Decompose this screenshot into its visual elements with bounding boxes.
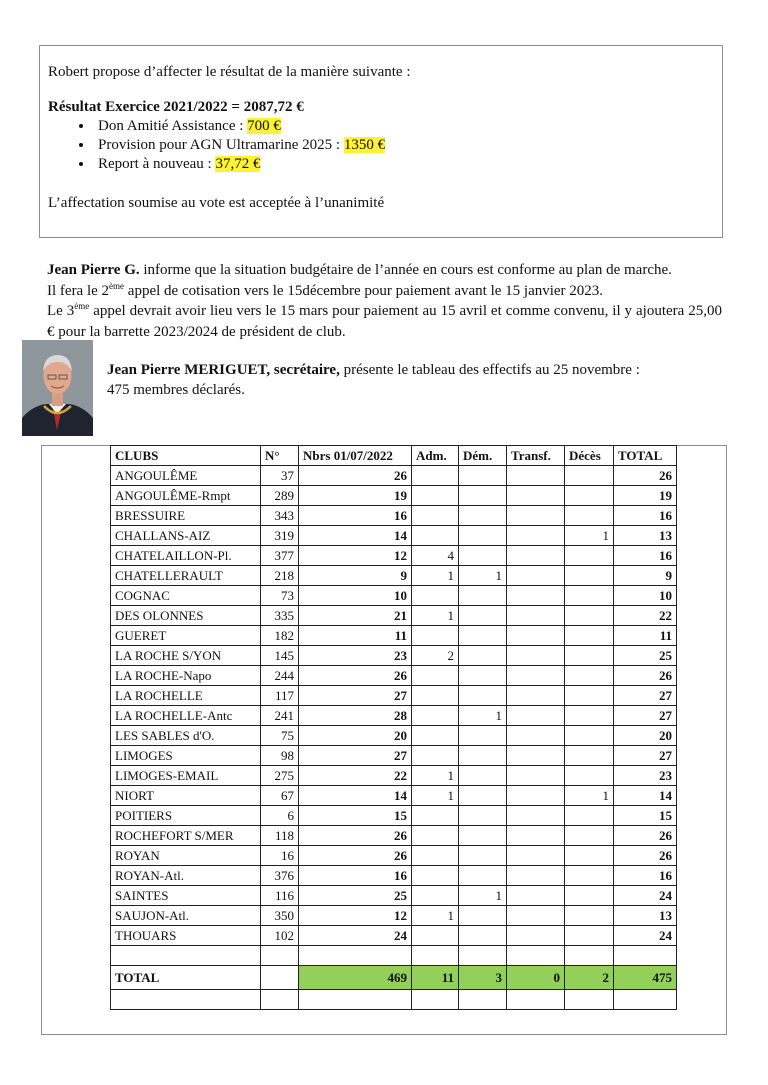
table-cell: 13 [614, 906, 677, 926]
club-name-cell: LA ROCHE-Napo [111, 666, 261, 686]
total-cell: 3 [459, 966, 507, 990]
table-cell [507, 486, 565, 506]
table-cell [459, 866, 507, 886]
table-cell: 26 [614, 846, 677, 866]
table-cell: 4 [412, 546, 459, 566]
table-cell: 16 [614, 546, 677, 566]
table-cell [412, 686, 459, 706]
total-cell [261, 966, 299, 990]
table-row [111, 866, 677, 886]
table-cell: 24 [614, 886, 677, 906]
table-cell: 75 [261, 726, 299, 746]
table-cell [459, 646, 507, 666]
table-cell [565, 946, 614, 966]
table-cell: 1 [412, 766, 459, 786]
table-row [111, 746, 677, 766]
table-cell [412, 866, 459, 886]
table-cell: 26 [299, 666, 412, 686]
table-cell: 14 [299, 526, 412, 546]
total-cell: 2 [565, 966, 614, 990]
table-cell: 377 [261, 546, 299, 566]
table-cell: 27 [299, 746, 412, 766]
table-cell [412, 726, 459, 746]
club-name-cell: COGNAC [111, 586, 261, 606]
table-row [111, 766, 677, 786]
table-cell [507, 566, 565, 586]
header-cell: TOTAL [614, 446, 677, 466]
table-row [111, 626, 677, 646]
table-cell [412, 706, 459, 726]
table-cell [412, 806, 459, 826]
table-cell [614, 990, 677, 1010]
table-cell: 21 [299, 606, 412, 626]
table-cell: 26 [299, 466, 412, 486]
table-cell [507, 926, 565, 946]
club-name-cell: ANGOULÊME [111, 466, 261, 486]
table-header-row [111, 446, 677, 466]
club-name-cell: SAINTES [111, 886, 261, 906]
total-row [111, 966, 677, 990]
club-name-cell: LIMOGES-EMAIL [111, 766, 261, 786]
table-cell [459, 606, 507, 626]
allocation-list [48, 117, 714, 174]
table-cell: 23 [299, 646, 412, 666]
table-row [111, 926, 677, 946]
club-name-cell: LA ROCHE S/YON [111, 646, 261, 666]
table-cell: 26 [614, 666, 677, 686]
table-cell [565, 886, 614, 906]
table-cell [459, 926, 507, 946]
table-cell: 20 [299, 726, 412, 746]
table-cell: 14 [614, 786, 677, 806]
table-cell [459, 686, 507, 706]
table-cell: 15 [614, 806, 677, 826]
table-cell [412, 926, 459, 946]
table-row [111, 726, 677, 746]
table-cell: 289 [261, 486, 299, 506]
table-cell [459, 486, 507, 506]
table-cell [412, 946, 459, 966]
table-cell [412, 990, 459, 1010]
table-row [111, 706, 677, 726]
table-cell: 1 [459, 706, 507, 726]
table-cell [412, 846, 459, 866]
table-cell: 11 [299, 626, 412, 646]
table-cell: 27 [299, 686, 412, 706]
table-cell [507, 886, 565, 906]
total-label-cell: TOTAL [111, 966, 261, 990]
table-cell: 22 [614, 606, 677, 626]
club-name-cell: CHATELAILLON-Pl. [111, 546, 261, 566]
budget-intro: Robert propose d’affecter le résultat de la manière suivante : [48, 64, 411, 80]
table-cell: 1 [412, 566, 459, 586]
table-cell [412, 486, 459, 506]
table-cell [565, 666, 614, 686]
list-item: • Report à nouveau : 37,72 € [94, 155, 714, 174]
table-cell [565, 806, 614, 826]
table-cell [459, 666, 507, 686]
table-cell [412, 506, 459, 526]
table-cell [459, 626, 507, 646]
table-cell: 16 [261, 846, 299, 866]
table-cell: 25 [614, 646, 677, 666]
table-cell [412, 826, 459, 846]
table-cell: 19 [299, 486, 412, 506]
table-row [111, 686, 677, 706]
header-cell: N° [261, 446, 299, 466]
table-cell [507, 546, 565, 566]
table-cell: 241 [261, 706, 299, 726]
table-cell [261, 990, 299, 1010]
header-cell: Nbrs 01/07/2022 [299, 446, 412, 466]
table-cell [459, 466, 507, 486]
table-cell: 14 [299, 786, 412, 806]
table-cell [459, 990, 507, 1010]
table-cell [507, 746, 565, 766]
table-cell: 1 [412, 906, 459, 926]
table-row [111, 506, 677, 526]
table-cell: 376 [261, 866, 299, 886]
table-cell: 67 [261, 786, 299, 806]
total-cell: 11 [412, 966, 459, 990]
table-cell: 27 [614, 706, 677, 726]
table-row [111, 786, 677, 806]
table-cell [565, 586, 614, 606]
table-cell: 117 [261, 686, 299, 706]
table-cell: 24 [614, 926, 677, 946]
table-cell [459, 846, 507, 866]
table-row [111, 546, 677, 566]
table-row [111, 586, 677, 606]
table-cell: 10 [299, 586, 412, 606]
table-cell [459, 906, 507, 926]
table-cell [507, 846, 565, 866]
list-item: • Don Amitié Assistance : 700 € [94, 117, 714, 136]
table-cell [459, 726, 507, 746]
table-cell [565, 546, 614, 566]
table-cell: 145 [261, 646, 299, 666]
club-name-cell: ANGOULÊME-Rmpt [111, 486, 261, 506]
table-cell [299, 990, 412, 1010]
table-cell: 182 [261, 626, 299, 646]
table-cell [507, 906, 565, 926]
table-row [111, 526, 677, 546]
club-name-cell: ROCHEFORT S/MER [111, 826, 261, 846]
highlighted-amount: 1350 € [343, 137, 386, 153]
club-name-cell: LA ROCHELLE [111, 686, 261, 706]
table-cell: 26 [299, 826, 412, 846]
table-cell: 24 [299, 926, 412, 946]
table-cell [412, 666, 459, 686]
table-cell: 15 [299, 806, 412, 826]
table-cell [261, 946, 299, 966]
table-row [111, 466, 677, 486]
table-cell [507, 626, 565, 646]
table-cell [412, 626, 459, 646]
table-row [111, 846, 677, 866]
table-cell [459, 806, 507, 826]
table-cell: 25 [299, 886, 412, 906]
table-cell: 9 [299, 566, 412, 586]
table-row [111, 666, 677, 686]
table-cell: 16 [614, 506, 677, 526]
total-cell: 475 [614, 966, 677, 990]
club-name-cell: GUERET [111, 626, 261, 646]
table-cell: 27 [614, 686, 677, 706]
table-cell: 2 [412, 646, 459, 666]
list-item: • Provision pour AGN Ultramarine 2025 : 1350 € [94, 136, 714, 155]
table-row [111, 826, 677, 846]
table-cell [565, 866, 614, 886]
table-row [111, 906, 677, 926]
table-cell: 118 [261, 826, 299, 846]
table-cell: 275 [261, 766, 299, 786]
budget-allocation-box [39, 45, 723, 238]
table-cell [459, 766, 507, 786]
table-cell [507, 686, 565, 706]
table-cell: 350 [261, 906, 299, 926]
table-cell: 1 [459, 566, 507, 586]
table-cell: 1 [412, 606, 459, 626]
table-cell [507, 826, 565, 846]
table-cell: 116 [261, 886, 299, 906]
table-cell [507, 506, 565, 526]
club-name-cell: DES OLONNES [111, 606, 261, 626]
table-cell [507, 806, 565, 826]
table-cell [412, 586, 459, 606]
table-cell [565, 566, 614, 586]
table-cell: 73 [261, 586, 299, 606]
table-cell: 9 [614, 566, 677, 586]
header-cell: Adm. [412, 446, 459, 466]
members-declared: 475 membres déclarés. [107, 382, 245, 398]
table-cell [565, 826, 614, 846]
table-cell: 23 [614, 766, 677, 786]
table-cell [507, 606, 565, 626]
table-cell [111, 990, 261, 1010]
table-cell: 6 [261, 806, 299, 826]
table-cell [507, 646, 565, 666]
club-name-cell: SAUJON-Atl. [111, 906, 261, 926]
club-name-cell: ROYAN [111, 846, 261, 866]
treasurer-name: Jean Pierre G. [47, 262, 140, 278]
table-cell [459, 506, 507, 526]
table-cell: 28 [299, 706, 412, 726]
table-cell [507, 466, 565, 486]
table-cell [507, 586, 565, 606]
club-name-cell: ROYAN-Atl. [111, 866, 261, 886]
header-cell: Dém. [459, 446, 507, 466]
table-cell [565, 846, 614, 866]
table-cell [412, 466, 459, 486]
club-name-cell: BRESSUIRE [111, 506, 261, 526]
club-name-cell: POITIERS [111, 806, 261, 826]
table-cell: 27 [614, 746, 677, 766]
table-cell: 16 [299, 866, 412, 886]
table-cell: 98 [261, 746, 299, 766]
table-cell: 19 [614, 486, 677, 506]
table-cell: 13 [614, 526, 677, 546]
empty-row [111, 946, 677, 966]
table-cell [565, 906, 614, 926]
table-cell [565, 506, 614, 526]
table-cell [507, 766, 565, 786]
table-cell: 218 [261, 566, 299, 586]
table-cell: 20 [614, 726, 677, 746]
header-cell: Décès [565, 446, 614, 466]
table-cell [459, 746, 507, 766]
empty-row [111, 990, 677, 1010]
table-cell [565, 766, 614, 786]
total-cell: 0 [507, 966, 565, 990]
table-cell [507, 666, 565, 686]
table-cell: 16 [614, 866, 677, 886]
table-cell: 1 [565, 786, 614, 806]
table-cell [459, 586, 507, 606]
table-cell: 343 [261, 506, 299, 526]
table-cell: 26 [614, 826, 677, 846]
table-row [111, 566, 677, 586]
table-cell: 335 [261, 606, 299, 626]
club-name-cell: CHALLANS-AIZ [111, 526, 261, 546]
table-cell [565, 746, 614, 766]
table-cell [565, 726, 614, 746]
table-cell: 102 [261, 926, 299, 946]
club-name-cell: LIMOGES [111, 746, 261, 766]
table-cell [565, 606, 614, 626]
table-cell [507, 866, 565, 886]
table-cell: 11 [614, 626, 677, 646]
table-cell [299, 946, 412, 966]
table-cell: 10 [614, 586, 677, 606]
club-name-cell: CHATELLERAULT [111, 566, 261, 586]
table-row [111, 646, 677, 666]
table-cell [507, 946, 565, 966]
table-cell [459, 826, 507, 846]
table-row [111, 806, 677, 826]
table-cell: 22 [299, 766, 412, 786]
table-cell: 12 [299, 546, 412, 566]
table-cell [459, 546, 507, 566]
secretary-paragraph: Jean Pierre MERIGUET, secrétaire, présente le tableau des effectifs au 25 novembre : 475 membres déclarés. [107, 360, 707, 400]
table-cell [507, 786, 565, 806]
table-cell [507, 726, 565, 746]
table-cell [507, 706, 565, 726]
table-row [111, 486, 677, 506]
table-cell [565, 706, 614, 726]
table-cell [111, 946, 261, 966]
table-cell: 1 [565, 526, 614, 546]
table-cell [459, 946, 507, 966]
table-cell: 16 [299, 506, 412, 526]
result-heading: Résultat Exercice 2021/2022 = 2087,72 € [48, 99, 304, 115]
table-cell [565, 990, 614, 1010]
table-cell [507, 990, 565, 1010]
table-cell [565, 926, 614, 946]
club-name-cell: LES SABLES d'O. [111, 726, 261, 746]
table-cell: 26 [299, 846, 412, 866]
header-cell: CLUBS [111, 446, 261, 466]
table-cell [459, 526, 507, 546]
table-cell [412, 886, 459, 906]
club-name-cell: LA ROCHELLE-Antc [111, 706, 261, 726]
highlighted-amount: 37,72 € [215, 156, 261, 172]
table-cell [565, 686, 614, 706]
table-cell: 26 [614, 466, 677, 486]
table-cell: 37 [261, 466, 299, 486]
table-cell: 1 [412, 786, 459, 806]
club-name-cell: NIORT [111, 786, 261, 806]
table-cell: 244 [261, 666, 299, 686]
table-cell [459, 786, 507, 806]
table-cell [565, 486, 614, 506]
table-cell [412, 746, 459, 766]
highlighted-amount: 700 € [247, 118, 281, 134]
table-row [111, 886, 677, 906]
table-cell [565, 466, 614, 486]
total-cell: 469 [299, 966, 412, 990]
treasurer-paragraph: Jean Pierre G. informe que la situation budgétaire de l’année en cours est conforme au plan de marche. Il fera le 2ème appel de cotisation vers le 15décembre pour paiement avant le 15 janvier 2023. Le 3ème appel devrait avoir lieu vers le 15 mars pour paiement au 15 avril et comme convenu, il y ajoutera 25,00 € pour la barrette 2023/2024 de président de club. [47, 262, 722, 340]
table-cell: 1 [459, 886, 507, 906]
table-cell [614, 946, 677, 966]
table-cell: 319 [261, 526, 299, 546]
table-cell [507, 526, 565, 546]
membership-table [110, 445, 677, 1010]
table-cell [412, 526, 459, 546]
table-cell: 12 [299, 906, 412, 926]
table-cell [565, 626, 614, 646]
club-name-cell: THOUARS [111, 926, 261, 946]
secretary-name: Jean Pierre MERIGUET, secrétaire, [107, 362, 340, 378]
secretary-photo [22, 340, 93, 436]
vote-result: L’affectation soumise au vote est acceptée à l’unanimité [48, 195, 385, 211]
table-cell [565, 646, 614, 666]
header-cell: Transf. [507, 446, 565, 466]
table-row [111, 606, 677, 626]
